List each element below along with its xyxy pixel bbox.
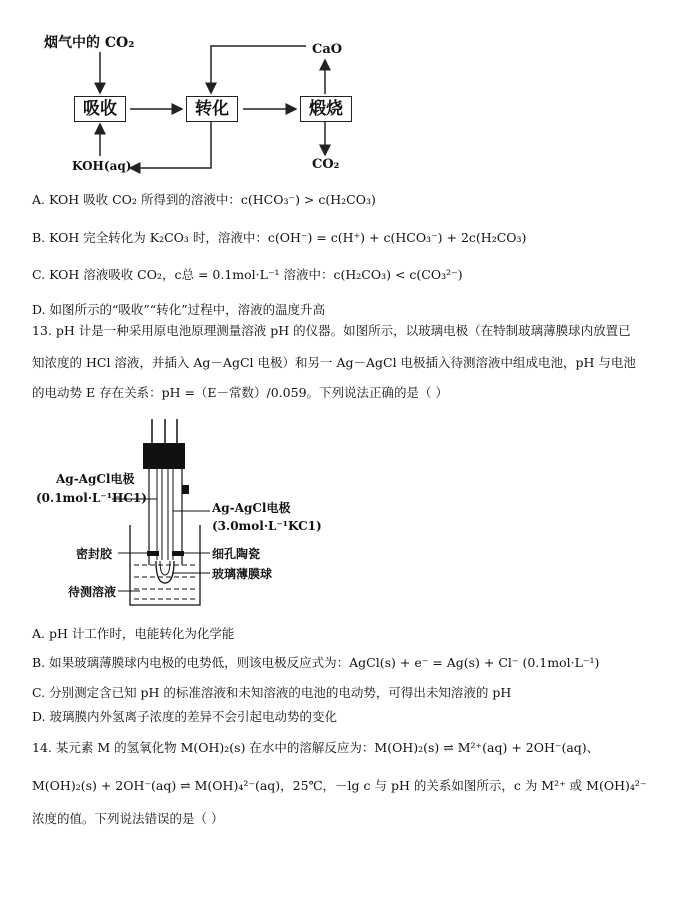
q13-option-c: C. 分别测定含已知 pH 的标准溶液和未知溶液的电池的电动势，可得出未知溶液的 pH	[32, 685, 512, 700]
fig-glass-bulb: 玻璃薄膜球	[212, 567, 273, 581]
q13-stem-line1: 13. pH 计是一种采用原电池原理测量溶液 pH 的仪器。如图所示，以玻璃电极（在特制玻璃薄膜球内放置已	[32, 323, 631, 338]
q14-stem-line2: M(OH)₂(s) + 2OH⁻(aq) ⇌ M(OH)₄²⁻(aq)，25℃，－lg c 与 pH 的关系如图所示，c 为 M²⁺ 或 M(OH)₄²⁻	[32, 778, 647, 793]
box-absorb: 吸收	[74, 96, 126, 122]
q13-option-a: A. pH 计工作时，电能转化为化学能	[32, 626, 235, 641]
q14-stem-line3: 浓度的值。下列说法错误的是（ ）	[32, 811, 224, 826]
fig-right-concentration: (3.0mol·L⁻¹KC1)	[212, 519, 322, 533]
q12-option-d: D. 如图所示的“吸收”“转化”过程中，溶液的温度升高	[32, 302, 326, 317]
flow-diagram	[0, 0, 693, 185]
co2-out-label: CO₂	[312, 157, 340, 172]
q12-option-c: C. KOH 溶液吸收 CO₂，c总 = 0.1mol·L⁻¹ 溶液中：c(H₂CO₃) < c(CO₃²⁻)	[32, 267, 463, 282]
cao-label: CaO	[312, 42, 343, 57]
flue-gas-label: 烟气中的 CO₂	[44, 35, 135, 51]
fig-seal: 密封胶	[76, 547, 113, 561]
q13-stem-line3: 的电动势 E 存在关系：pH =（E－常数）/0.059。下列说法正确的是（ ）	[32, 385, 449, 400]
ph-electrode-figure	[0, 415, 693, 615]
q14-stem-line1: 14. 某元素 M 的氢氧化物 M(OH)₂(s) 在水中的溶解反应为：M(OH)₂(s) ⇌ M²⁺(aq) + 2OH⁻(aq)、	[32, 740, 600, 755]
fig-ceramic: 细孔陶瓷	[212, 547, 261, 561]
fig-right-electrode: Ag-AgCl电极	[212, 501, 291, 515]
box-calcine: 煅烧	[300, 96, 352, 122]
q12-option-a: A. KOH 吸收 CO₂ 所得到的溶液中：c(HCO₃⁻) > c(H₂CO₃)	[32, 192, 376, 207]
q12-option-b: B. KOH 完全转化为 K₂CO₃ 时，溶液中：c(OH⁻) = c(H⁺) + c(HCO₃⁻) + 2c(H₂CO₃)	[32, 230, 527, 245]
q13-option-b: B. 如果玻璃薄膜球内电极的电势低，则该电极反应式为：AgCl(s) + e⁻ = Ag(s) + Cl⁻ (0.1mol·L⁻¹)	[32, 655, 600, 670]
koh-label: KOH(aq)	[72, 159, 132, 173]
box-convert: 转化	[186, 96, 238, 122]
fig-solution: 待测溶液	[68, 585, 117, 599]
q13-stem-line2: 知浓度的 HCl 溶液，并插入 Ag－AgCl 电极）和另一 Ag－AgCl 电极插入待测溶液中组成电池，pH 与电池	[32, 355, 636, 370]
fig-left-concentration: (0.1mol·L⁻¹HC1)	[36, 491, 147, 505]
flow-arrows	[0, 0, 693, 185]
fig-left-electrode: Ag-AgCl电极	[56, 472, 135, 486]
q13-option-d: D. 玻璃膜内外氢离子浓度的差异不会引起电动势的变化	[32, 709, 338, 724]
